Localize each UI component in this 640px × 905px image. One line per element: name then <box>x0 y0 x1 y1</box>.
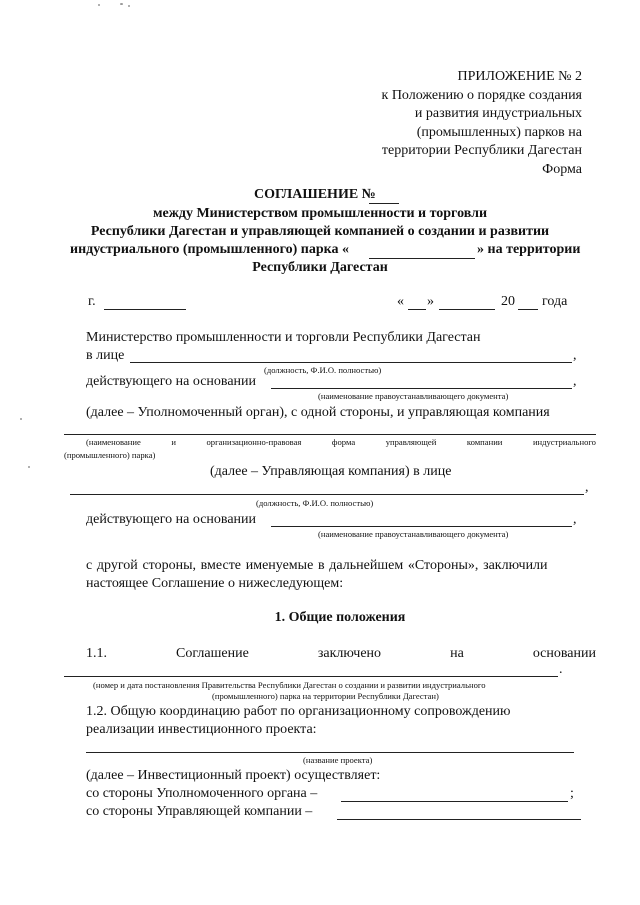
comma: , <box>573 348 577 363</box>
scan-speck <box>128 5 130 7</box>
together-text: с другой стороны, вместе именуемые в дальнейшем «Стороны», заключили <box>86 558 548 573</box>
clause-1-2: 1.2. Общую координацию работ по организационному сопровождению <box>86 704 511 719</box>
company-side-label: со стороны Управляющей компании – <box>86 804 313 819</box>
heading-line: Республики Дагестан и управляющей компанией о создании и развитии <box>90 224 550 239</box>
company-representative-blank <box>70 494 584 495</box>
scan-speck <box>98 4 100 6</box>
heading-line: индустриального (промышленного) парка « <box>70 242 349 257</box>
decree-blank <box>64 676 558 677</box>
agreement-title: СОГЛАШЕНИЕ № <box>254 187 376 202</box>
in-person-label: в лице <box>86 348 125 363</box>
agreement-number-blank <box>369 203 399 204</box>
clause-word: основании <box>532 646 596 661</box>
authority-side-label: со стороны Уполномоченного органа – <box>86 786 318 801</box>
acting-label: действующего на основании <box>86 374 257 389</box>
decree-hint: (промышленного) парка на территории Республики Дагестан) <box>212 691 439 701</box>
invest-project-text: (далее – Инвестиционный проект) осуществляет: <box>86 768 381 783</box>
document-hint: (наименование правоустанавливающего документа) <box>318 391 509 401</box>
company-hint <box>86 437 596 447</box>
heading-line: Республики Дагестан <box>252 260 388 275</box>
hint-word: индустриального <box>532 437 596 447</box>
hint-word: (наименование <box>86 437 141 447</box>
semicolon: ; <box>570 786 574 801</box>
decree-hint: (номер и дата постановления Правительства Республики Дагестан о создании и развитии индустриального <box>93 680 486 690</box>
comma: , <box>573 374 577 389</box>
clause-word: 1.1. <box>86 646 107 661</box>
hint-word: организационно-правовая <box>206 437 302 447</box>
comma: , <box>573 512 577 527</box>
project-name-blank <box>86 752 574 753</box>
hint-word: управляющей <box>385 437 437 447</box>
heading-line: » на территории <box>477 242 581 257</box>
date-close-quote: » <box>427 294 434 309</box>
hint-word: форма <box>331 437 356 447</box>
period: . <box>559 662 563 677</box>
park-name-blank <box>369 258 475 259</box>
heading-line: между Министерством промышленности и торговли <box>152 206 488 221</box>
authorized-body-text: (далее – Уполномоченный орган), с одной стороны, и управляющая компания <box>86 405 550 420</box>
ministry-name: Министерство промышленности и торговли Республики Дагестан <box>86 330 481 345</box>
appendix-block <box>382 68 582 180</box>
month-blank <box>439 309 495 310</box>
comma: , <box>585 480 589 495</box>
clause-word: Соглашение <box>176 646 249 661</box>
city-label: г. <box>88 294 96 309</box>
clause-1-2: реализации инвестиционного проекта: <box>86 722 317 737</box>
company-hint-line2: (промышленного) парка) <box>64 450 156 460</box>
year-blank <box>518 309 538 310</box>
scan-speck <box>20 418 22 420</box>
clause-word: на <box>450 646 464 661</box>
date-open-quote: « <box>397 294 404 309</box>
ministry-document-blank <box>271 388 572 389</box>
project-hint: (название проекта) <box>303 755 373 765</box>
clause-1-1 <box>86 646 596 662</box>
city-blank <box>104 309 186 310</box>
day-blank <box>408 309 426 310</box>
appendix-line: (промышленных) парков на <box>416 124 582 140</box>
section-title: 1. Общие положения <box>274 610 406 625</box>
ministry-representative-blank <box>130 362 572 363</box>
together-text: настоящее Соглашение о нижеследующем: <box>86 576 344 591</box>
managing-company-text: (далее – Управляющая компания) в лице <box>210 464 452 479</box>
document-hint: (наименование правоустанавливающего документа) <box>318 529 509 539</box>
hint-word: и <box>171 437 176 447</box>
scan-speck <box>120 3 123 5</box>
company-document-blank <box>271 526 572 527</box>
year-suffix: года <box>542 294 568 309</box>
appendix-line: территории Республики Дагестан <box>381 143 582 159</box>
position-hint: (должность, Ф.И.О. полностью) <box>264 365 382 375</box>
appendix-title: ПРИЛОЖЕНИЕ № 2 <box>457 69 582 84</box>
authority-side-blank <box>341 801 568 802</box>
appendix-line: и развития индустриальных <box>414 106 582 122</box>
year-prefix: 20 <box>501 294 515 309</box>
hint-word: компании <box>466 437 503 447</box>
scan-speck <box>28 466 30 468</box>
appendix-form-label: Форма <box>542 161 582 177</box>
acting-label: действующего на основании <box>86 512 257 527</box>
appendix-line: к Положению о порядке создания <box>381 87 582 103</box>
clause-word: заключено <box>317 646 382 661</box>
position-hint: (должность, Ф.И.О. полностью) <box>256 498 374 508</box>
company-side-blank <box>337 819 581 820</box>
company-name-blank <box>64 434 596 435</box>
